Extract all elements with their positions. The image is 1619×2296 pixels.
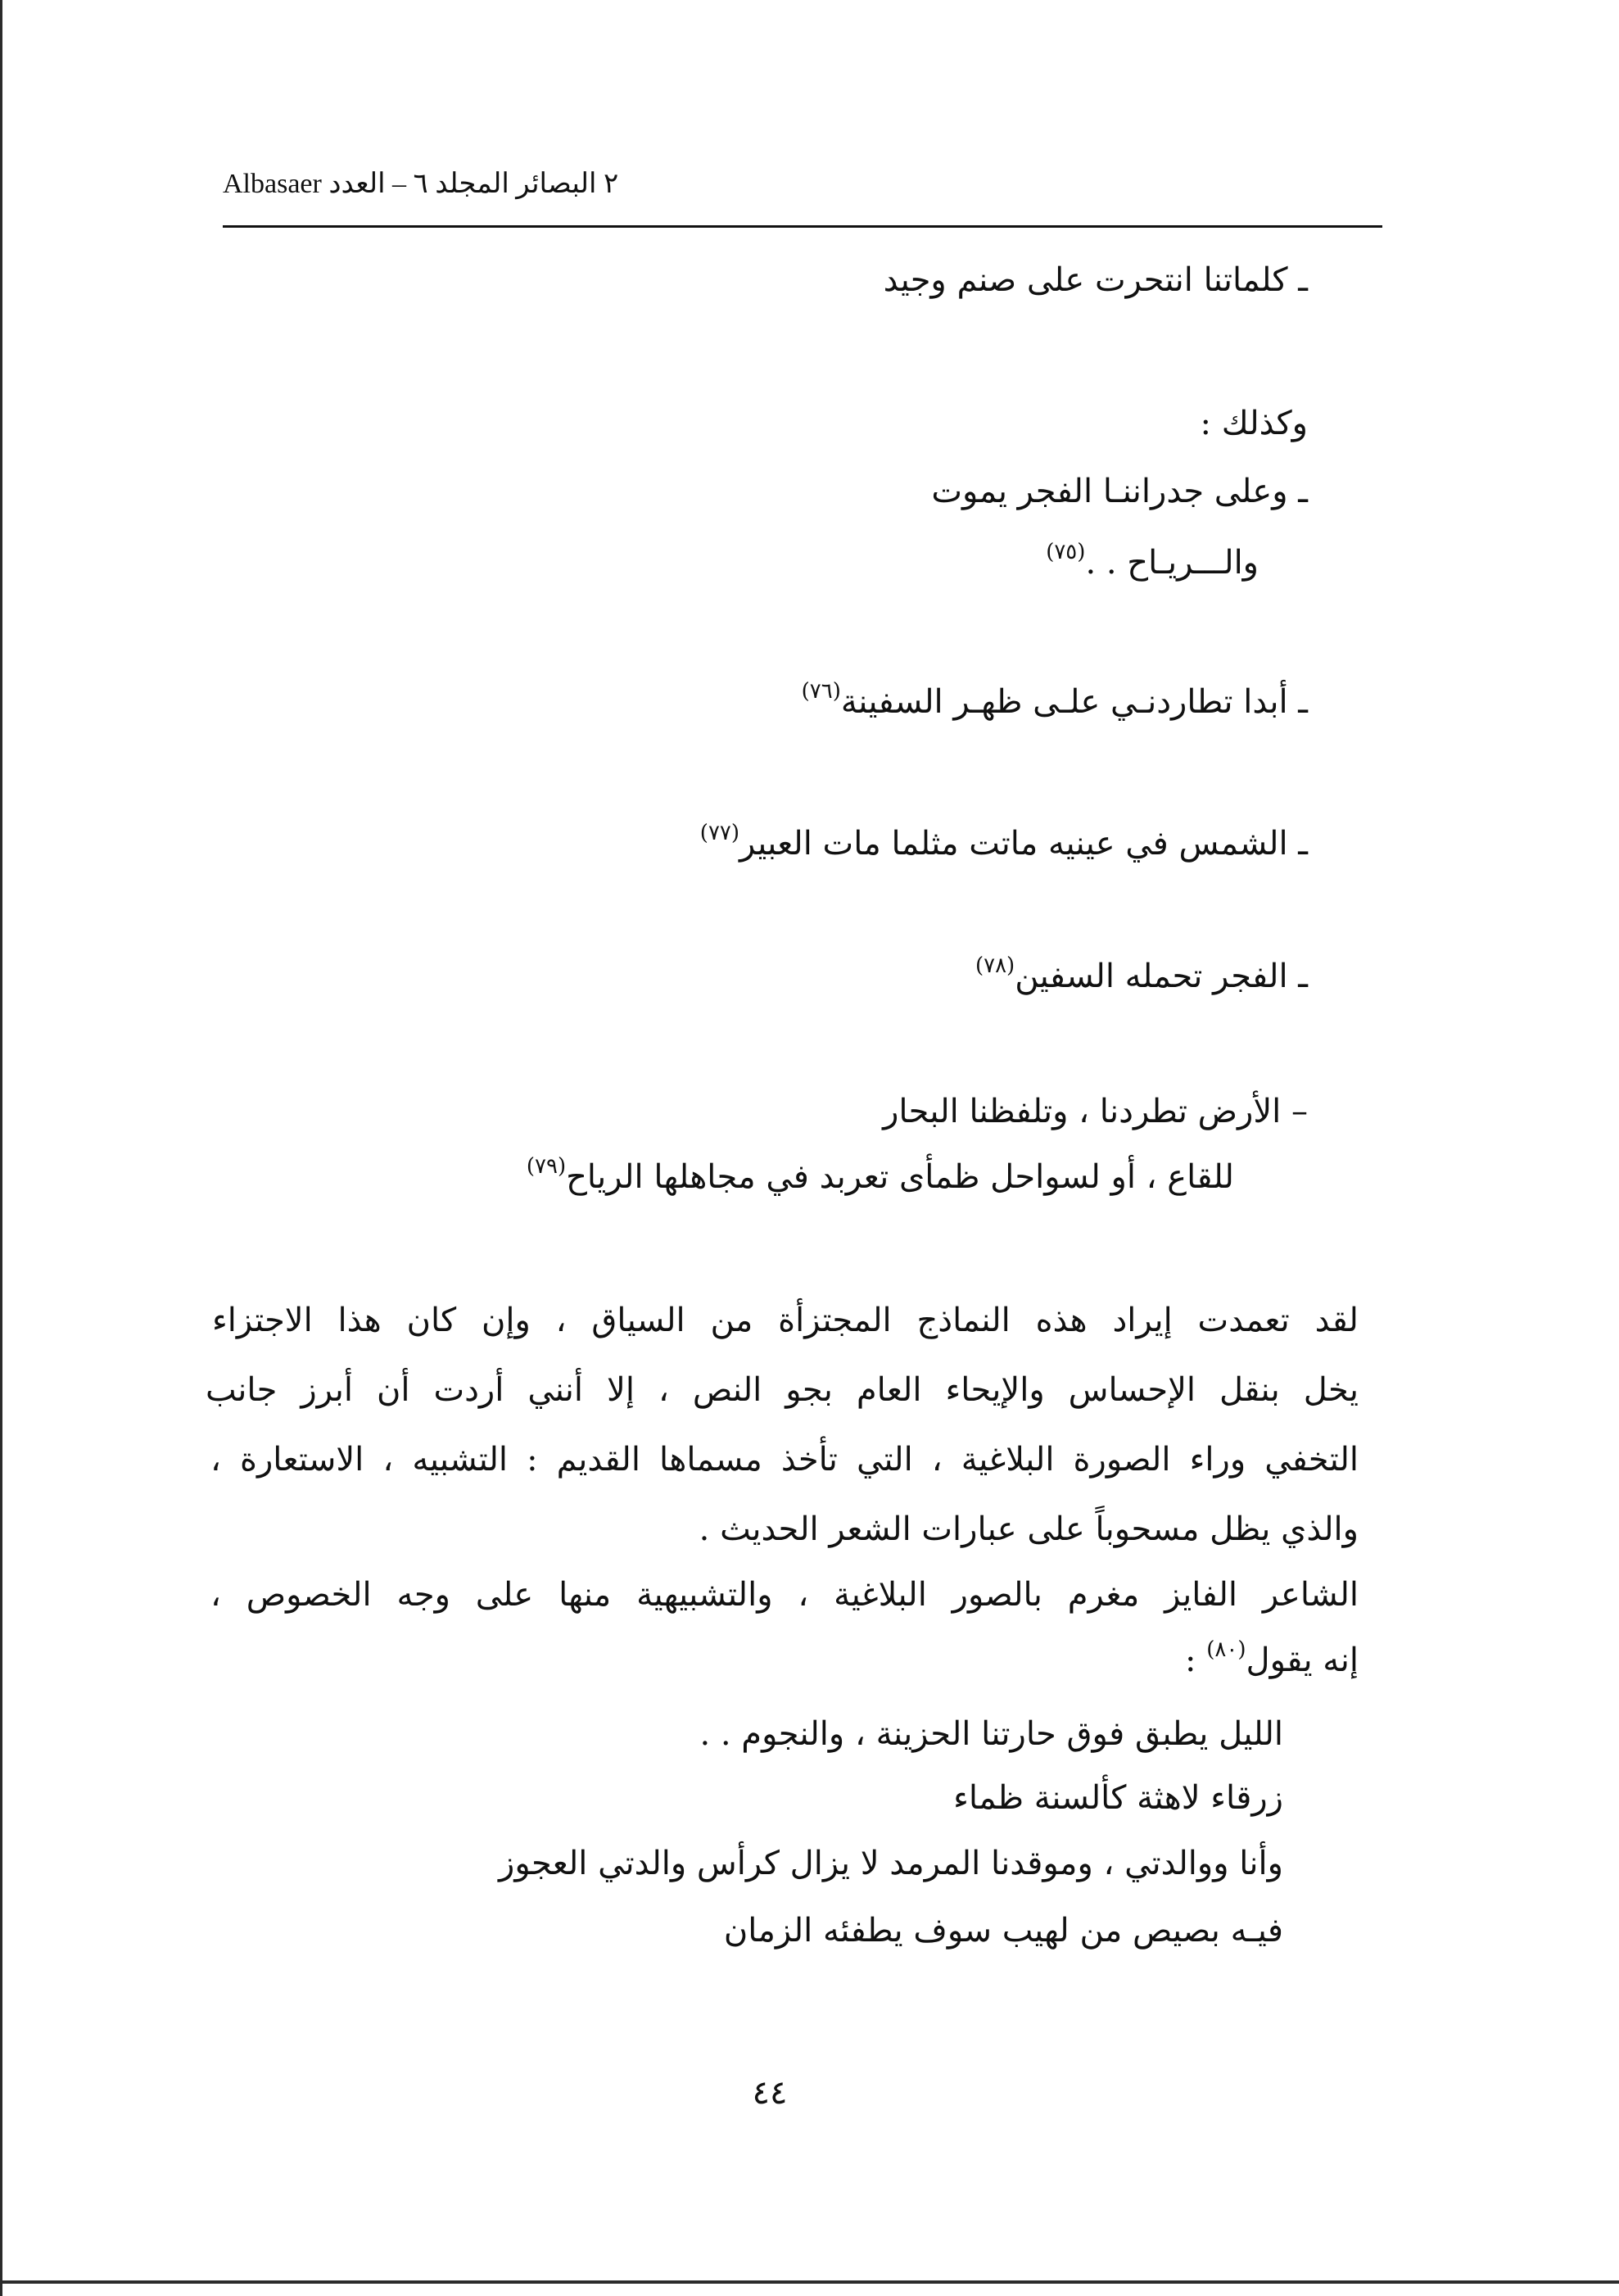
footnote-ref-76: (٧٦) xyxy=(801,679,841,704)
paragraph-1-line-4: والذي يظل مسحوباً على عبارات الشعر الحديث . xyxy=(699,1510,1359,1548)
poem-line-1: الليل يطبق فوق حارتنا الحزينة ، والنجوم . . xyxy=(699,1715,1283,1753)
poem-line-3: وأنا ووالدتي ، وموقدنا المرمد لا يزال كرأس والدتي العجوز xyxy=(499,1845,1283,1882)
footnote-ref-78: (٧٨) xyxy=(975,953,1015,978)
paragraph-1-line-1: لقد تعمدت إيراد هذه النماذج المجتزأة من السياق ، وإن كان هذا الاجتزاء xyxy=(212,1302,1359,1339)
excerpt-b-line-1: ـ وعلى جدراننـا الفجر يموت xyxy=(931,473,1308,510)
footnote-ref-79: (٧٩) xyxy=(526,1154,567,1179)
likewise-label: وكذلك : xyxy=(1200,405,1308,442)
excerpt-f-text: للقاع ، أو لسواحل ظمأى تعربد في مجاهلها الرياح xyxy=(566,1158,1234,1196)
excerpt-b-line-2 xyxy=(1046,537,1259,593)
footnote-ref-77: (٧٧) xyxy=(699,821,740,845)
poem-line-4: فيـه بصيص من لهيب سوف يطفئه الزمان xyxy=(723,1912,1283,1950)
paragraph-2-line-1: الشاعر الفايز مغرم بالصور البلاغية ، والتشبيهية منها على وجه الخصوص ، xyxy=(210,1576,1359,1614)
header-rule xyxy=(223,225,1382,228)
footnote-ref-80: (٨٠) xyxy=(1206,1637,1246,1662)
paragraph-2-line-2 xyxy=(1185,1634,1359,1691)
excerpt-c-text: ـ أبدا تطاردنـي علـى ظهـر السفينة xyxy=(840,683,1308,721)
paragraph-1-line-2: يخل بنقل الإحساس والإيحاء العام بجو النص ، إلا أنني أردت أن أبرز جانب xyxy=(206,1371,1359,1409)
excerpt-b-text: والـــريـاح . . xyxy=(1085,544,1259,582)
page-number: ٤٤ xyxy=(752,2074,788,2112)
excerpt-f-line-1: – الأرض تطردنا ، وتلفظنا البحار xyxy=(883,1093,1308,1130)
excerpt-f-line-2 xyxy=(527,1151,1234,1207)
running-header xyxy=(223,160,1382,209)
scan-edge-left xyxy=(0,0,2,2296)
journal-title: Albasaer ٢ البصائر المجلد ٦ – العدد xyxy=(223,169,619,199)
scan-edge-bottom xyxy=(0,2280,1619,2284)
excerpt-d-text: ـ الشمس في عينيه ماتت مثلما مات العبير xyxy=(739,825,1308,863)
excerpt-c xyxy=(802,676,1308,732)
excerpt-a: ـ كلماتنا انتحرت على صنم وجيد xyxy=(883,261,1308,299)
excerpt-e xyxy=(975,950,1308,1007)
paragraph-1-line-3: التخفي وراء الصورة البلاغية ، التي تأخذ مسماها القديم : التشبيه ، الاستعارة ، xyxy=(210,1441,1359,1479)
excerpt-d xyxy=(700,817,1308,874)
footnote-ref-75: (٧٥) xyxy=(1046,540,1086,564)
excerpt-e-text: ـ الفجر تحمله السفين xyxy=(1015,958,1308,995)
paragraph-2-text: إنه يقول xyxy=(1246,1642,1359,1679)
poem-line-2: زرقاء لاهثة كألسنة ظماء xyxy=(953,1779,1283,1817)
paragraph-2-colon: : xyxy=(1185,1642,1207,1679)
